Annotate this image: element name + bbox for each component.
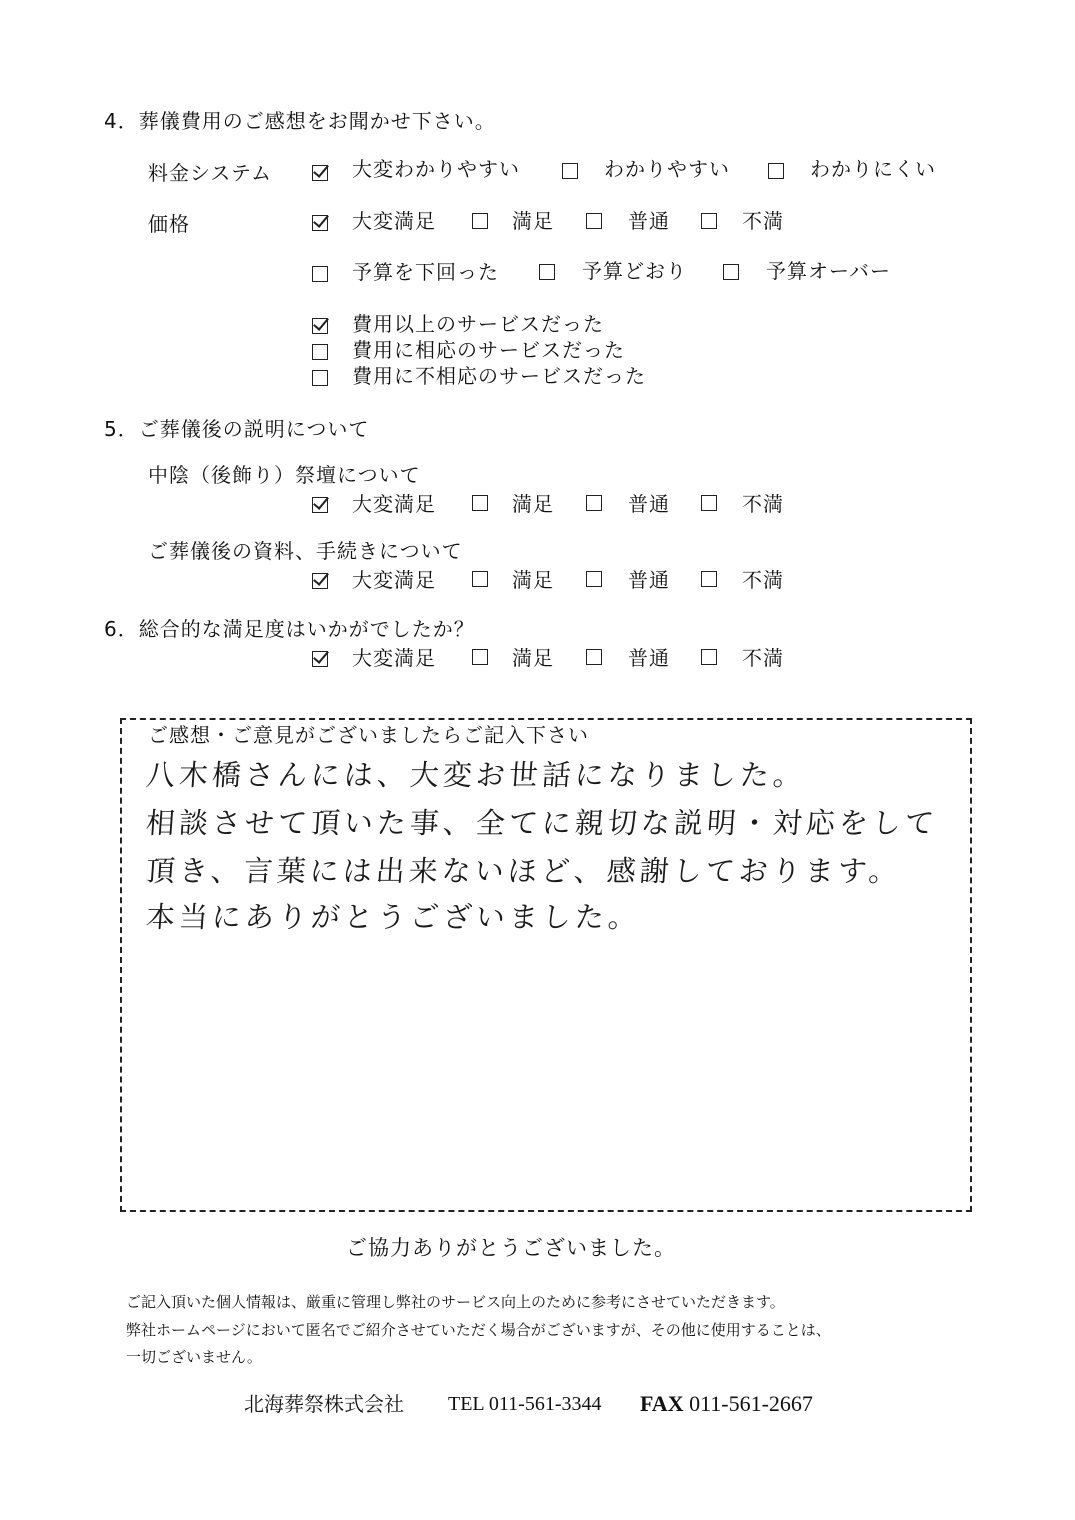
- checkbox-altar-satisfied[interactable]: [472, 495, 488, 511]
- option-label: 費用に相応のサービスだった: [352, 338, 625, 362]
- check-mark-icon: [313, 493, 329, 510]
- documents-label: ご葬儀後の資料、手続きについて: [148, 539, 463, 563]
- option-label: 満足: [512, 646, 554, 670]
- checkbox-service-below-cost[interactable]: [312, 370, 328, 386]
- option-label: 不満: [742, 646, 784, 670]
- checkbox-service-above-cost[interactable]: [312, 318, 328, 334]
- checkbox-service-matching-cost[interactable]: [312, 344, 328, 360]
- q4-heading: 4．葬儀費用のご感想をお聞かせ下さい。: [104, 109, 496, 133]
- q5-heading: 5．ご葬儀後の説明について: [104, 417, 370, 441]
- privacy-note: 弊社ホームページにおいて匿名でご紹介させていただく場合がございますが、その他に使用することは、: [126, 1321, 831, 1339]
- checkbox-price-dissatisfied[interactable]: [701, 213, 717, 229]
- checkbox-overall-very-satisfied[interactable]: [312, 651, 328, 667]
- comment-line: 頂き、言葉には出来ないほど、感謝しております。: [144, 854, 903, 888]
- option-label: 不満: [742, 492, 784, 516]
- checkbox-pricing-unclear[interactable]: [768, 163, 784, 179]
- checkbox-price-neutral[interactable]: [586, 213, 602, 229]
- option-label: 大変満足: [352, 209, 436, 233]
- q6-heading: 6．総合的な満足度はいかがでしたか？: [104, 617, 475, 641]
- option-label: 普通: [628, 209, 670, 233]
- option-label: 予算オーバー: [766, 259, 891, 283]
- checkbox-altar-dissatisfied[interactable]: [701, 495, 717, 511]
- option-label: 費用以上のサービスだった: [352, 312, 604, 336]
- option-label: 不満: [742, 568, 784, 592]
- checkbox-overall-dissatisfied[interactable]: [701, 649, 717, 665]
- checkbox-altar-very-satisfied[interactable]: [312, 497, 328, 513]
- option-label: 大変満足: [352, 646, 436, 670]
- altar-label: 中陰（後飾り）祭壇について: [148, 463, 421, 487]
- checkbox-documents-dissatisfied[interactable]: [701, 571, 717, 587]
- option-label: わかりやすい: [604, 157, 730, 181]
- checkbox-price-satisfied[interactable]: [472, 213, 488, 229]
- checkbox-price-very-satisfied[interactable]: [312, 215, 328, 231]
- privacy-note: 一切ございません。: [126, 1348, 262, 1366]
- check-mark-icon: [313, 211, 329, 228]
- price-label: 価格: [148, 212, 190, 236]
- check-mark-icon: [313, 314, 329, 331]
- option-label: 予算どおり: [582, 259, 687, 283]
- option-label: 大変わかりやすい: [352, 157, 520, 181]
- option-label: 満足: [512, 492, 554, 516]
- option-label: わかりにくい: [810, 157, 936, 181]
- checkbox-pricing-very-clear[interactable]: [312, 165, 328, 181]
- checkbox-under-budget[interactable]: [312, 266, 328, 282]
- checkbox-documents-neutral[interactable]: [586, 571, 602, 587]
- checkbox-pricing-clear[interactable]: [562, 163, 578, 179]
- option-label: 予算を下回った: [352, 260, 499, 284]
- checkbox-documents-satisfied[interactable]: [472, 571, 488, 587]
- comment-line: 本当にありがとうございました。: [144, 900, 643, 934]
- option-label: 費用に不相応のサービスだった: [352, 364, 646, 388]
- checkbox-on-budget[interactable]: [539, 264, 555, 280]
- pricing-system-label: 料金システム: [148, 161, 272, 185]
- tel-label: TEL: [448, 1393, 484, 1415]
- tel-value: 011-561-3344: [488, 1393, 602, 1415]
- option-label: 満足: [512, 568, 554, 592]
- check-mark-icon: [313, 569, 329, 586]
- comments-box[interactable]: [120, 718, 972, 1212]
- option-label: 普通: [628, 646, 670, 670]
- privacy-note: ご記入頂いた個人情報は、厳重に管理し弊社のサービス向上のために参考にさせていただきます。: [126, 1293, 785, 1311]
- checkbox-over-budget[interactable]: [723, 264, 739, 280]
- fax-label: FAX: [640, 1391, 684, 1416]
- company-name: 北海葬祭株式会社: [244, 1392, 404, 1416]
- fax-number: [640, 1392, 813, 1416]
- checkbox-overall-satisfied[interactable]: [472, 649, 488, 665]
- tel-number: [448, 1392, 602, 1416]
- check-mark-icon: [313, 647, 329, 664]
- fax-value: 011-561-2667: [689, 1391, 813, 1416]
- checkbox-documents-very-satisfied[interactable]: [312, 573, 328, 589]
- option-label: 大変満足: [352, 492, 436, 516]
- option-label: 大変満足: [352, 568, 436, 592]
- comments-label: ご感想・ご意見がございましたらご記入下さい: [148, 723, 589, 747]
- option-label: 不満: [742, 209, 784, 233]
- checkbox-overall-neutral[interactable]: [586, 649, 602, 665]
- comment-line: 八木橋さんには、大変お世話になりました。: [144, 758, 808, 792]
- checkbox-altar-neutral[interactable]: [586, 495, 602, 511]
- option-label: 普通: [628, 568, 670, 592]
- option-label: 満足: [512, 209, 554, 233]
- thanks-message: ご協力ありがとうございました。: [346, 1236, 676, 1260]
- check-mark-icon: [313, 161, 329, 178]
- comment-line: 相談させて頂いた事、全てに親切な説明・対応をして: [144, 806, 940, 840]
- option-label: 普通: [628, 492, 670, 516]
